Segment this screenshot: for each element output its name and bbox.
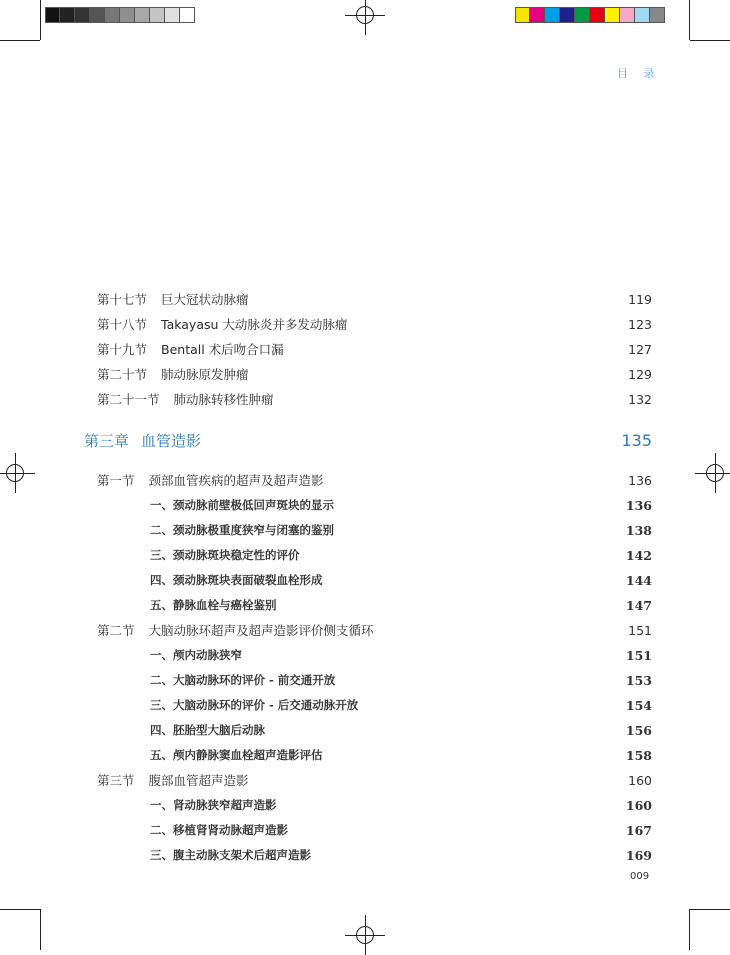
- toc-section-entry[interactable]: [97, 770, 652, 790]
- trim-line: [25, 40, 40, 41]
- dot-leader: [380, 620, 623, 640]
- page-number: 119: [628, 291, 652, 307]
- swatch: [620, 7, 635, 23]
- entry-title: 肺动脉转移性肿瘤: [173, 392, 274, 407]
- entry-title: 肺动脉原发肿瘤: [161, 367, 249, 382]
- crop-mark: [689, 0, 690, 28]
- entry-title: 腹部血管超声造影: [148, 773, 249, 788]
- swatch: [90, 7, 105, 23]
- dot-leader: [340, 520, 620, 540]
- page-number: 154: [625, 697, 652, 713]
- page-number: 138: [625, 522, 652, 538]
- chapter-title: 血管造影: [141, 431, 202, 450]
- crop-mark: [40, 0, 41, 28]
- toc-entry[interactable]: [97, 364, 652, 384]
- dot-leader: [283, 795, 620, 815]
- entry-title: Takayasu 大动脉炎并多发动脉瘤: [161, 317, 348, 332]
- dot-leader: [294, 820, 620, 840]
- crop-mark: [689, 922, 690, 950]
- toc-entry[interactable]: [97, 314, 652, 334]
- registration-mark-bottom: [345, 915, 385, 955]
- trim-line: [40, 28, 41, 40]
- registration-mark-left: [0, 453, 35, 493]
- dot-leader: [248, 645, 620, 665]
- page-number: 136: [625, 497, 652, 513]
- swatch: [135, 7, 150, 23]
- page-number: 144: [625, 572, 652, 588]
- swatch: [530, 7, 545, 23]
- swatch: [635, 7, 650, 23]
- trim-line: [690, 909, 705, 910]
- toc-subsection-entry[interactable]: [150, 570, 652, 590]
- entry-title: 五、静脉血栓与癌栓鉴别: [150, 598, 277, 612]
- swatch: [515, 7, 530, 23]
- chapter-number: 第三章: [84, 431, 130, 450]
- dot-leader: [364, 695, 620, 715]
- trim-line: [25, 909, 40, 910]
- entry-title: 三、颈动脉斑块稳定性的评价: [150, 548, 300, 562]
- entry-title: 二、颈动脉极重度狭窄与闭塞的鉴别: [150, 523, 334, 537]
- dot-leader: [306, 545, 620, 565]
- dot-leader: [353, 314, 622, 334]
- toc-entry[interactable]: [97, 339, 652, 359]
- dot-leader: [290, 339, 622, 359]
- crop-mark: [705, 40, 730, 41]
- dot-leader: [255, 289, 623, 309]
- crop-mark: [0, 909, 25, 910]
- toc-chapter-entry[interactable]: [84, 427, 652, 453]
- dot-leader: [341, 670, 620, 690]
- toc-subsection-entry[interactable]: [150, 720, 652, 740]
- page-number: 167: [625, 822, 652, 838]
- page-number: 153: [625, 672, 652, 688]
- trim-line: [689, 28, 690, 40]
- trim-line: [40, 909, 41, 922]
- page-number: 132: [628, 391, 652, 407]
- entry-title: 二、移植肾肾动脉超声造影: [150, 823, 288, 837]
- crop-mark: [40, 922, 41, 950]
- dot-leader: [283, 595, 620, 615]
- section-number: 第一节: [97, 473, 135, 488]
- trim-line: [690, 40, 705, 41]
- entry-title: 四、胚胎型大脑后动脉: [150, 723, 265, 737]
- section-number: 第十八节: [97, 317, 148, 332]
- entry-title: 三、腹主动脉支架术后超声造影: [150, 848, 311, 862]
- color-swatch-strip: [515, 7, 665, 23]
- page-number: 160: [628, 772, 652, 788]
- page-number: 160: [625, 797, 652, 813]
- dot-leader: [317, 845, 620, 865]
- entry-title: 二、大脑动脉环的评价 - 前交通开放: [150, 673, 336, 687]
- toc-subsection-entry[interactable]: [150, 495, 652, 515]
- swatch: [650, 7, 665, 23]
- entry-title: 四、颈动脉斑块表面破裂血栓形成: [150, 573, 323, 587]
- dot-leader: [340, 495, 620, 515]
- section-number: 第二十节: [97, 367, 148, 382]
- registration-mark-top: [345, 0, 385, 35]
- registration-mark-right: [695, 453, 730, 493]
- section-number: 第二十一节: [97, 392, 160, 407]
- section-number: 第三节: [97, 773, 135, 788]
- dot-leader: [329, 745, 620, 765]
- page-number: 158: [625, 747, 652, 763]
- trim-line: [689, 909, 690, 922]
- dot-leader: [330, 470, 623, 490]
- entry-title: 大脑动脉环超声及超声造影评价侧支循环: [148, 623, 374, 638]
- page-number: 147: [625, 597, 652, 613]
- toc-subsection-entry[interactable]: [150, 595, 652, 615]
- toc-subsection-entry[interactable]: [150, 520, 652, 540]
- dot-leader: [271, 720, 620, 740]
- toc-entry[interactable]: [97, 289, 652, 309]
- entry-title: 一、颅内动脉狭窄: [150, 648, 242, 662]
- crop-mark: [705, 909, 730, 910]
- toc-subsection-entry[interactable]: [150, 545, 652, 565]
- entry-title: 三、大脑动脉环的评价 - 后交通动脉开放: [150, 698, 359, 712]
- toc-subsection-entry[interactable]: [150, 845, 652, 865]
- swatch: [605, 7, 620, 23]
- swatch: [165, 7, 180, 23]
- swatch: [590, 7, 605, 23]
- page-number: 129: [628, 366, 652, 382]
- dot-leader: [255, 364, 623, 384]
- page-number: 123: [628, 316, 652, 332]
- swatch: [545, 7, 560, 23]
- swatch: [150, 7, 165, 23]
- dot-leader: [280, 389, 623, 409]
- toc-subsection-entry[interactable]: [150, 645, 652, 665]
- toc-subsection-entry[interactable]: [150, 745, 652, 765]
- page-number: 136: [628, 472, 652, 488]
- entry-title: 颈部血管疾病的超声及超声造影: [148, 473, 324, 488]
- page-number: 151: [628, 622, 652, 638]
- page-number: 151: [625, 647, 652, 663]
- page-folio: 009: [630, 871, 650, 882]
- toc-subsection-entry[interactable]: [150, 795, 652, 815]
- page-number: 127: [628, 341, 652, 357]
- swatch: [560, 7, 575, 23]
- dot-leader: [207, 427, 615, 453]
- swatch: [60, 7, 75, 23]
- dot-leader: [329, 570, 620, 590]
- running-header: 目 录: [617, 67, 661, 80]
- toc-section-entry[interactable]: [97, 620, 652, 640]
- toc-subsection-entry[interactable]: [150, 670, 652, 690]
- toc-subsection-entry[interactable]: [150, 820, 652, 840]
- toc-section-entry[interactable]: [97, 470, 652, 490]
- swatch: [120, 7, 135, 23]
- swatch: [45, 7, 60, 23]
- page-number: 135: [621, 430, 652, 450]
- entry-title: 一、颈动脉前壁极低回声斑块的显示: [150, 498, 334, 512]
- entry-title: Bentall 术后吻合口漏: [161, 342, 284, 357]
- crop-mark: [0, 40, 25, 41]
- toc-entry[interactable]: [97, 389, 652, 409]
- swatch: [105, 7, 120, 23]
- swatch: [75, 7, 90, 23]
- section-number: 第二节: [97, 623, 135, 638]
- page-number: 156: [625, 722, 652, 738]
- section-number: 第十九节: [97, 342, 148, 357]
- entry-title: 五、颅内静脉窦血栓超声造影评估: [150, 748, 323, 762]
- dot-leader: [255, 770, 623, 790]
- swatch: [575, 7, 590, 23]
- swatch: [180, 7, 195, 23]
- entry-title: 一、肾动脉狭窄超声造影: [150, 798, 277, 812]
- section-number: 第十七节: [97, 292, 148, 307]
- toc-subsection-entry[interactable]: [150, 695, 652, 715]
- page-number: 142: [625, 547, 652, 563]
- page-number: 169: [625, 847, 652, 863]
- entry-title: 巨大冠状动脉瘤: [161, 292, 249, 307]
- gray-swatch-strip: [45, 7, 195, 23]
